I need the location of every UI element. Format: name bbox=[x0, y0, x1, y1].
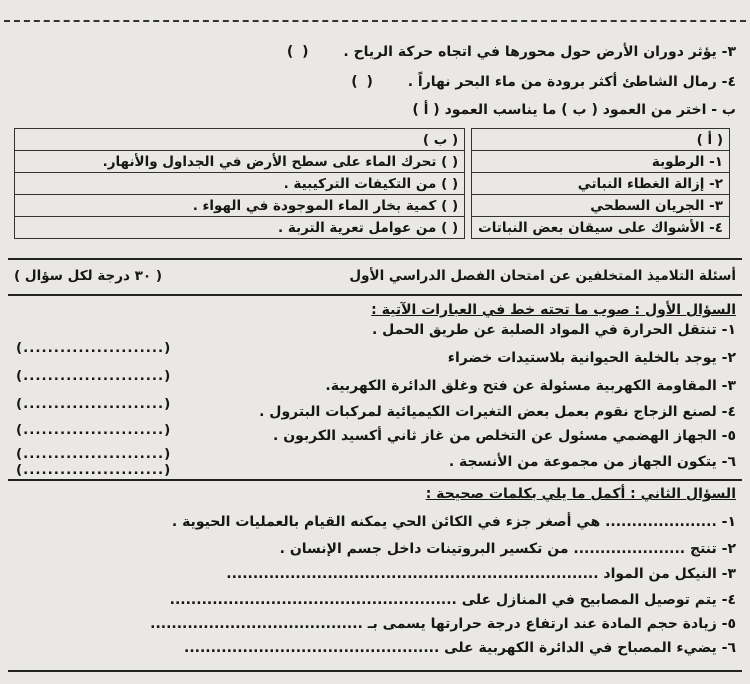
q1-title: السؤال الأول : صوب ما تحته خط في العبارات الآتية : bbox=[371, 302, 736, 318]
section-separator bbox=[8, 479, 742, 481]
section-title-row bbox=[14, 268, 736, 284]
col-b-cell[interactable]: ( ) كمية بخار الماء الموجودة في الهواء . bbox=[15, 195, 465, 217]
col-a-cell: ٣- الجريان السطحي bbox=[472, 195, 730, 217]
matching-row bbox=[15, 151, 730, 173]
q1-answer-blank[interactable]: (.......................) bbox=[16, 368, 172, 384]
q2-item[interactable]: ٢- تنتج ..................... من تكسير البروتينات داخل جسم الإنسان . bbox=[279, 541, 736, 557]
q2-item[interactable]: ٣- النيكل من المواد ...................................................................... bbox=[226, 566, 736, 582]
col-b-cell[interactable]: ( ) تحرك الماء على سطح الأرض في الجداول والأنهار. bbox=[15, 151, 465, 173]
col-a-cell: ١- الرطوبة bbox=[472, 151, 730, 173]
q1-item: ١- تنتقل الحرارة في المواد الصلبة عن طريق الحمل . bbox=[371, 322, 736, 338]
top-question-3: ٣- يؤثر دوران الأرض حول محورها في اتجاه حركة الرياح . ( ) bbox=[286, 44, 736, 60]
col-a-cell: ٢- إزالة الغطاء النباتي bbox=[472, 173, 730, 195]
q1-item: ٤- لصنع الزجاج نقوم بعمل بعض التغيرات الكيميائية لمركبات البترول . bbox=[259, 404, 736, 420]
answer-paren-3[interactable]: ( ) bbox=[286, 44, 311, 60]
matching-row bbox=[15, 173, 730, 195]
q2-item[interactable]: ٤- يتم توصيل المصابيح في المنازل على ...................................................... bbox=[169, 592, 736, 608]
q2-item[interactable]: ٥- زيادة حجم المادة عند ارتفاع درجة حرارتها يسمى بـ ........................................ bbox=[150, 616, 736, 632]
section-separator bbox=[8, 258, 742, 260]
q1-answer-blank[interactable]: (.......................) bbox=[16, 446, 172, 462]
q1-item: ٢- يوجد بالخلية الحيوانية بلاستيدات خضراء bbox=[447, 350, 736, 366]
top-dashed-line bbox=[4, 20, 746, 22]
q1-answer-blank[interactable]: (.......................) bbox=[16, 422, 172, 438]
q2-title: السؤال الثاني : أكمل ما يلي بكلمات صحيحة : bbox=[425, 486, 736, 502]
matching-row bbox=[15, 217, 730, 239]
q2-item[interactable]: ١- ..................... هي أصغر جزء في الكائن الحي يمكنه القيام بالعمليات الحيوية . bbox=[171, 514, 736, 530]
q1-answer-blank[interactable]: (.......................) bbox=[16, 462, 172, 478]
col-a-cell: ٤- الأشواك على سيقان بعض النباتات bbox=[472, 217, 730, 239]
answer-paren-4[interactable]: ( ) bbox=[351, 74, 375, 90]
col-b-cell[interactable]: ( ) من عوامل تعرية التربة . bbox=[15, 217, 465, 239]
q1-answer-blank[interactable]: (.......................) bbox=[16, 340, 172, 356]
section-separator bbox=[8, 294, 742, 296]
matching-header-row bbox=[15, 129, 730, 151]
top-question-4: ٤- رمال الشاطئ أكثر برودة من ماء البحر نهاراً . ( ) bbox=[351, 74, 736, 90]
section-marks: ( ٣٠ درجة لكل سؤال ) bbox=[14, 268, 162, 284]
matching-row bbox=[15, 195, 730, 217]
q1-item: ٦- يتكون الجهاز من مجموعة من الأنسجة . bbox=[448, 454, 736, 470]
q1-item: ٥- الجهاز الهضمي مسئول عن التخلص من غاز ثاني أكسيد الكربون . bbox=[273, 428, 736, 444]
q2-item[interactable]: ٦- يضيء المصباح في الدائرة الكهربية على ................................................ bbox=[184, 640, 736, 656]
col-b-header: ( ب ) bbox=[15, 129, 465, 151]
col-b-cell[interactable]: ( ) من التكيفات التركيبية . bbox=[15, 173, 465, 195]
col-a-header: ( أ ) bbox=[472, 129, 730, 151]
q1-answer-blank[interactable]: (.......................) bbox=[16, 396, 172, 412]
q1-item: ٣- المقاومة الكهربية مسئولة عن فتح وغلق الدائرة الكهربية. bbox=[325, 378, 736, 394]
section-title: أسئلة التلاميذ المتخلفين عن امتحان الفصل الدراسي الأول bbox=[349, 268, 736, 284]
part-b-instruction: ب - اختر من العمود ( ب ) ما يناسب العمود ( أ ) bbox=[412, 102, 736, 118]
matching-table bbox=[14, 128, 730, 239]
bottom-separator bbox=[8, 670, 742, 672]
